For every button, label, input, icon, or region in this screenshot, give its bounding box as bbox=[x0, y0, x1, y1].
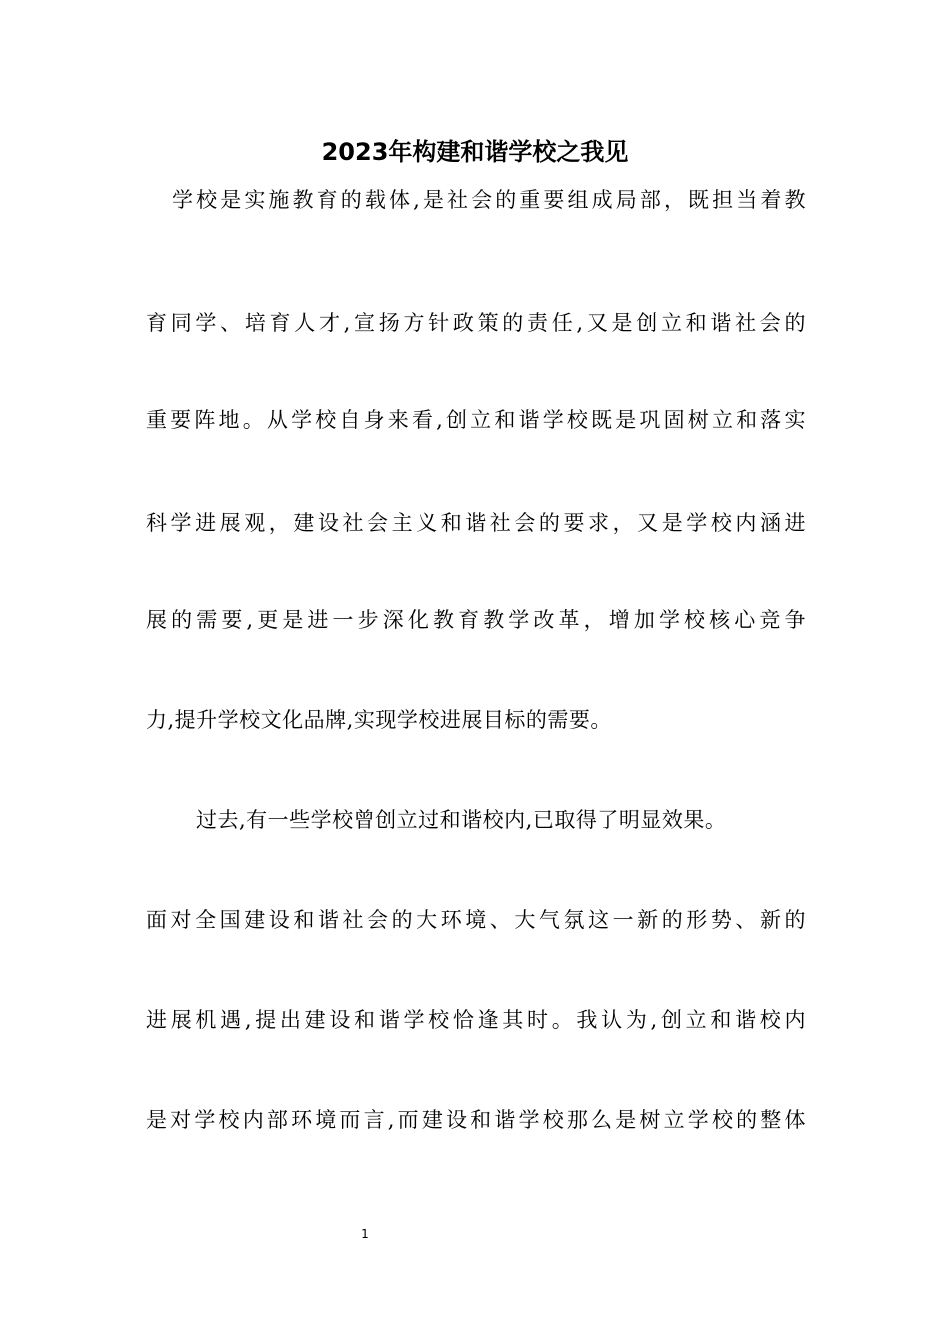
paragraph-line: 力,提升学校文化品牌,实现学校进展目标的需要。 bbox=[146, 708, 612, 732]
document-title: 2023年构建和谐学校之我见 bbox=[321, 138, 629, 166]
paragraph-line: 育同学、培育人才,宣扬方针政策的责任,又是创立和谐社会的 bbox=[146, 311, 806, 335]
paragraph-line: 科学进展观，建设社会主义和谐社会的要求，又是学校内涵进 bbox=[146, 511, 806, 535]
paragraph-line: 是对学校内部环境而言,而建设和谐学校那么是树立学校的整体 bbox=[146, 1108, 806, 1132]
page-number: 1 bbox=[361, 1227, 369, 1241]
paragraph-line: 进展机遇,提出建设和谐学校恰逢其时。我认为,创立和谐校内 bbox=[146, 1008, 806, 1032]
paragraph-line: 重要阵地。从学校自身来看,创立和谐学校既是巩固树立和落实 bbox=[146, 408, 806, 432]
paragraph-line: 学校是实施教育的载体,是社会的重要组成局部，既担当着教 bbox=[172, 188, 806, 212]
paragraph-line: 展的需要,更是进一步深化教育教学改革，增加学校核心竞争 bbox=[146, 608, 806, 632]
paragraph-line: 面对全国建设和谐社会的大环境、大气氛这一新的形势、新的 bbox=[146, 908, 806, 932]
paragraph-line: 过去,有一些学校曾创立过和谐校内,已取得了明显效果。 bbox=[196, 808, 727, 832]
